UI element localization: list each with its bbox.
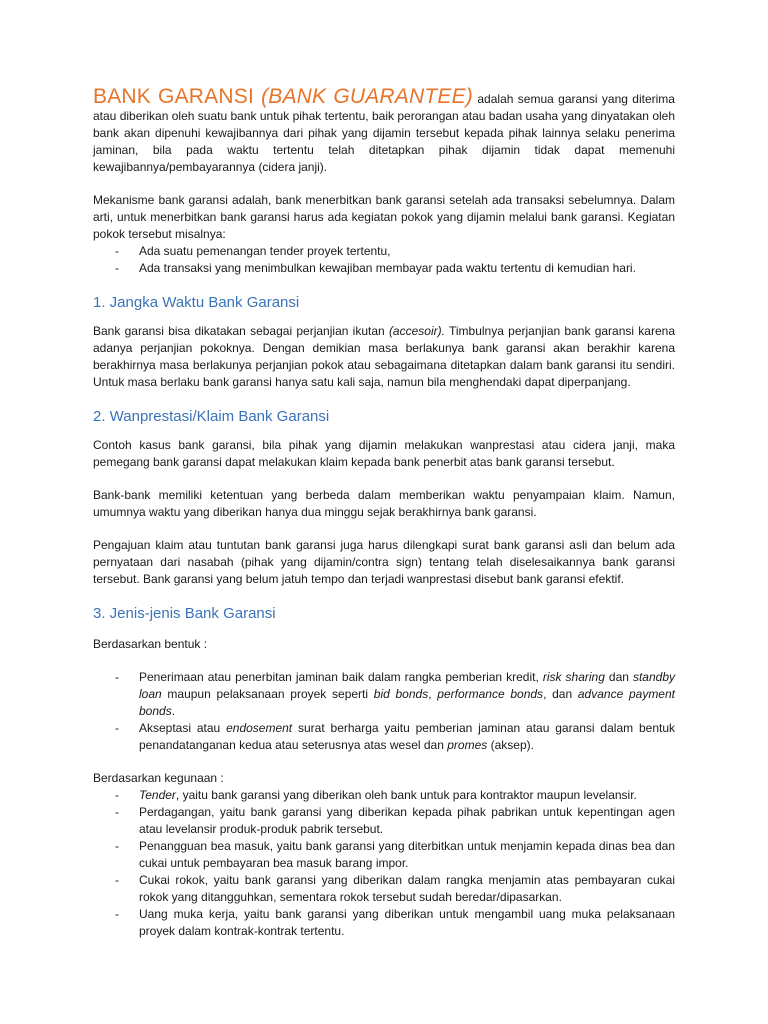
jangka-waktu-paragraph: Bank garansi bisa dikatakan sebagai perjanjian ikutan (accesoir). Timbulnya perjanjian bank garansi karena adanya perjanjian pokoknya. Dengan demikian masa berlakunya bank garansi akan berakhir karena berakhirnya masa berlakunya perjanjian pokok atau sebagaimana ditetapkan dalam bank garansi itu sendiri. Untuk masa berlaku bank garansi hanya satu kali saja, namun bila menghendaki dapat diperpanjang. xyxy=(93,324,675,389)
list-item: - Perdagangan, yaitu bank garansi yang diberikan kepada pihak pabrikan untuk kepentingan agen atau levelansir produk-produk pabrik tersebut. xyxy=(93,804,675,838)
mekanisme-list xyxy=(93,243,675,277)
wanprestasi-paragraph-3: Pengajuan klaim atau tuntutan bank garansi juga harus dilengkapi surat bank garansi asli dan belum ada pernyataan dari nasabah (pihak yang dijamin/contra sign) tentang telah diselesaikannya bank garansi tersebut. Bank garansi yang belum jatuh tempo dan terjadi wanprestasi disebut bank garansi efektif. xyxy=(93,538,675,586)
title-text: BANK GARANSI xyxy=(93,85,254,108)
kegunaan-list xyxy=(93,787,675,940)
list-item: - Ada suatu pemenangan tender proyek tertentu, xyxy=(93,243,675,260)
list-item: - Penangguan bea masuk, yaitu bank garansi yang diterbitkan untuk menjamin kepada dinas bea dan cukai untuk pembayaran bea masuk barang impor. xyxy=(93,838,675,872)
mekanisme-paragraph: Mekanisme bank garansi adalah, bank menerbitkan bank garansi setelah ada transaksi sebelumnya. Dalam arti, untuk menerbitkan bank garansi harus ada kegiatan pokok yang dijamin melalui bank garansi. Kegiatan pokok tersebut misalnya: xyxy=(93,193,675,241)
list-item: - Cukai rokok, yaitu bank garansi yang diberikan dalam rangka menjamin atas pembayaran cukai rokok yang ditangguhkan, sementara rokok tersebut sudah beredar/dipasarkan. xyxy=(93,872,675,906)
wanprestasi-paragraph-2: Bank-bank memiliki ketentuan yang berbeda dalam memberikan waktu penyampaian klaim. Namun, umumnya waktu yang diberikan hanya dua minggu sejak berakhirnya bank garansi. xyxy=(93,488,675,519)
list-item: - Akseptasi atau endosement surat berharga yaitu pemberian jaminan atau garansi dalam bentuk penandatanganan kedua atau seterusnya atas wesel dan promes (aksep). xyxy=(93,720,675,754)
berdasarkan-kegunaan-label: Berdasarkan kegunaan : xyxy=(93,771,224,785)
list-item: - Tender, yaitu bank garansi yang diberikan oleh bank untuk para kontraktor maupun levelansir. xyxy=(93,787,675,804)
bentuk-list xyxy=(93,669,675,754)
section-heading-jenis-jenis: 3. Jenis-jenis Bank Garansi xyxy=(93,605,276,622)
intro-text: adalah semua garansi yang diterima atau diberikan oleh suatu bank untuk pihak tertentu, baik perorangan atau badan usaha yang dinyatakan oleh bank akan dipenuhi kewajibannya dari pihak yang dijamin tersebut kepada pihak lainnya selaku penerima jaminan, bila pada waktu tertentu telah ditetapkan pihak dijamin tidak dapat memenuhi kewajibannya/pembayarannya (cidera janji). xyxy=(93,92,675,174)
list-item: - Uang muka kerja, yaitu bank garansi yang diberikan untuk mengambil uang muka pelaksanaan proyek dalam kontrak-kontrak tertentu. xyxy=(93,906,675,940)
title-italic-text: (BANK GUARANTEE) xyxy=(261,85,473,108)
section-heading-wanprestasi: 2. Wanprestasi/Klaim Bank Garansi xyxy=(93,408,330,425)
wanprestasi-paragraph-1: Contoh kasus bank garansi, bila pihak yang dijamin melakukan wanprestasi atau cidera janji, maka pemegang bank garansi dapat melakukan klaim kepada bank penerbit atas bank garansi tersebut. xyxy=(93,438,675,469)
document-title xyxy=(93,85,473,108)
list-item: - Ada transaksi yang menimbulkan kewajiban membayar pada waktu tertentu di kemudian hari. xyxy=(93,260,675,277)
berdasarkan-bentuk-label: Berdasarkan bentuk : xyxy=(93,637,208,651)
intro-paragraph xyxy=(93,85,675,176)
list-item: - Penerimaan atau penerbitan jaminan baik dalam rangka pemberian kredit, risk sharing dan standby loan maupun pelaksanaan proyek seperti bid bonds, performance bonds, dan advance payment bonds. xyxy=(93,669,675,720)
section-heading-jangka-waktu: 1. Jangka Waktu Bank Garansi xyxy=(93,294,300,311)
